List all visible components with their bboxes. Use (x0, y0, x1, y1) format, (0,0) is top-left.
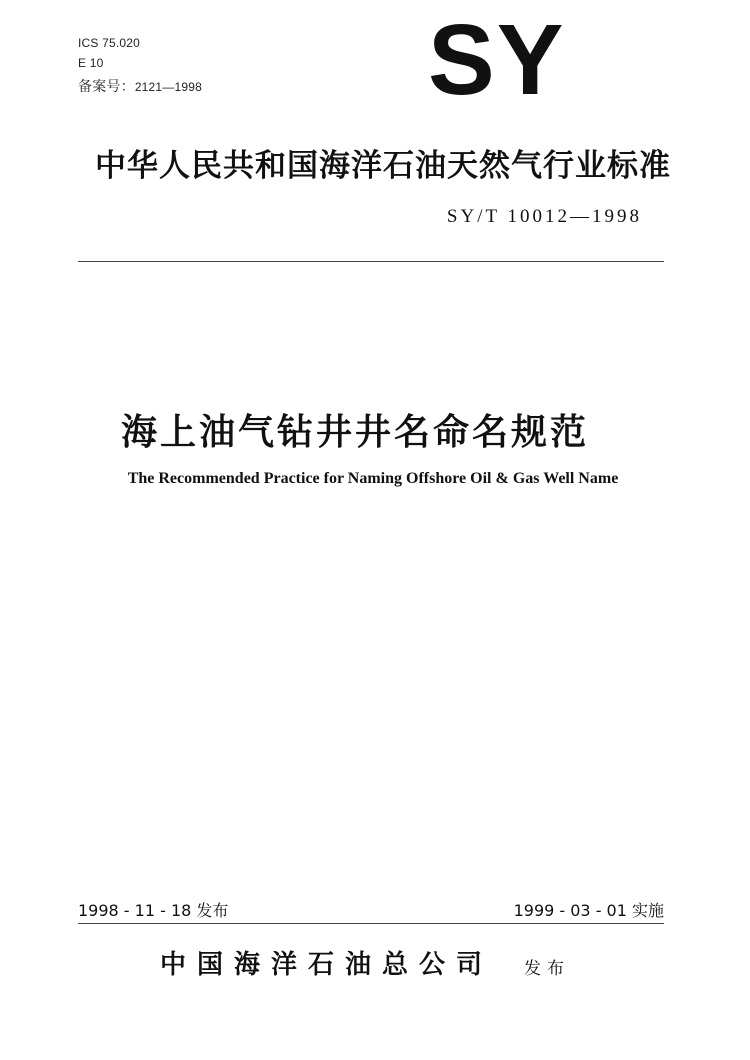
issue-date: 1998 - 11 - 18 发布 (78, 901, 229, 920)
document-title-chinese: 海上油气钻井井名命名规范 (120, 412, 589, 453)
sy-logo: SY (428, 4, 566, 116)
record-value: 2121—1998 (134, 80, 203, 94)
record-label: 备案号： (78, 79, 135, 95)
record-number (78, 76, 202, 96)
ccs-code: E 10 (78, 56, 104, 70)
document-title-english: The Recommended Practice for Naming Offshore Oil & Gas Well Name (127, 470, 619, 487)
footer-divider (78, 923, 664, 924)
header-divider (78, 261, 664, 262)
standard-number: SY/T 10012—1998 (446, 206, 642, 227)
publish-label: 发布 (524, 959, 570, 979)
implementation-date: 1999 - 03 - 01 实施 (513, 901, 664, 920)
standard-category-title: 中华人民共和国海洋石油天然气行业标准 (95, 148, 671, 184)
publisher-name: 中国海洋石油总公司 (160, 950, 494, 980)
ics-code: ICS 75.020 (78, 36, 141, 50)
